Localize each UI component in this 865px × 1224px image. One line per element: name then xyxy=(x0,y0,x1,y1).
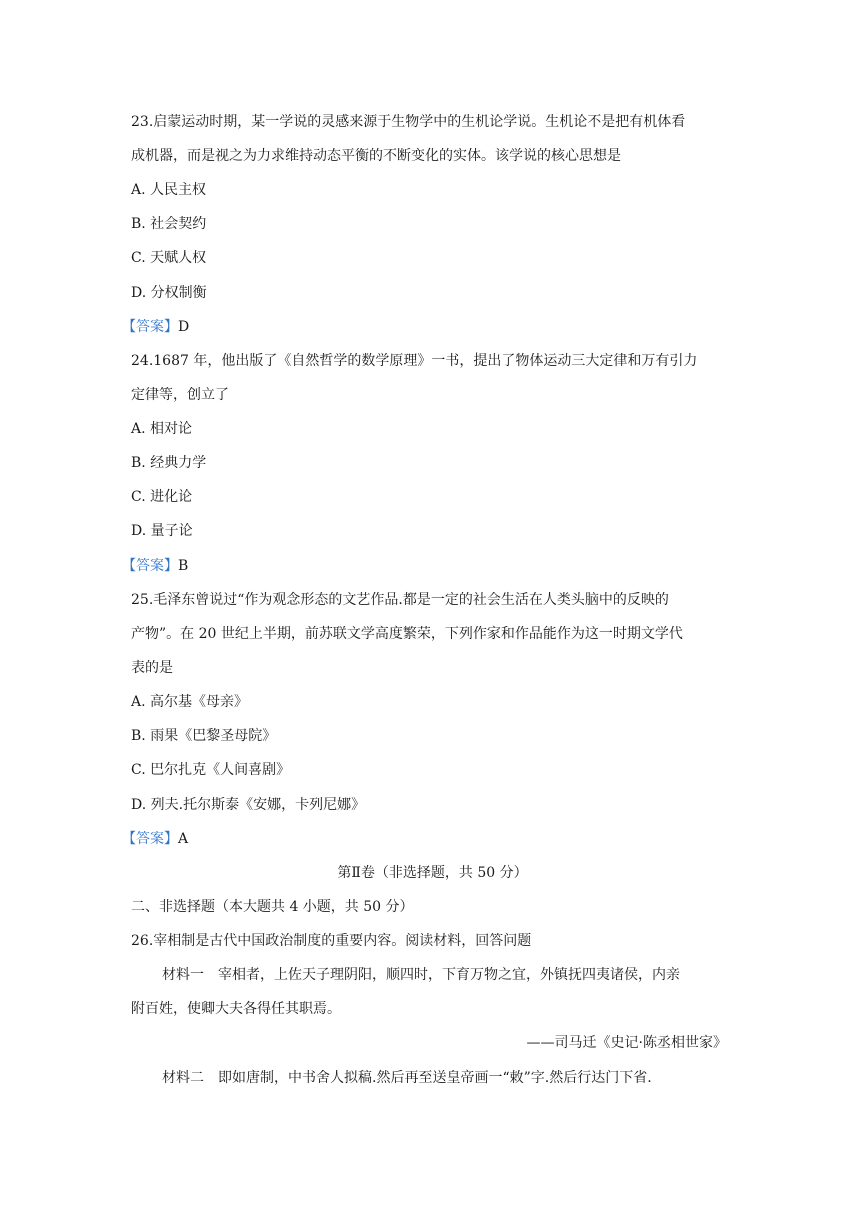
section-title: 第Ⅱ卷（非选择题，共 50 分） xyxy=(337,865,528,881)
q24-option-b: B. 经典力学 xyxy=(131,455,207,471)
q24-stem-line1: 24.1687 年，他出版了《自然哲学的数学原理》一书，提出了物体运动三大定律和万有引力 xyxy=(131,353,698,369)
answer-value: A xyxy=(178,831,189,847)
q24-option-d: D. 量子论 xyxy=(131,523,193,539)
q23-option-c: C. 天赋人权 xyxy=(131,250,207,266)
q25-answer xyxy=(122,829,188,849)
answer-label: 【答案】 xyxy=(122,831,178,847)
answer-label: 【答案】 xyxy=(122,558,178,574)
q26-stem: 26.宰相制是古代中国政治制度的重要内容。阅读材料，回答问题 xyxy=(131,933,532,949)
q24-option-a: A. 相对论 xyxy=(131,421,193,437)
answer-value: D xyxy=(178,319,190,335)
q25-option-c: C. 巴尔扎克《人间喜剧》 xyxy=(131,762,291,778)
q23-stem-line2: 成机器，而是视之为力求维持动态平衡的不断变化的实体。该学说的核心思想是 xyxy=(131,148,621,164)
q23-option-b: B. 社会契约 xyxy=(131,216,207,232)
q26-material1-line2: 附百姓，使卿大夫各得任其职焉。 xyxy=(131,1001,341,1017)
answer-value: B xyxy=(178,558,189,574)
q23-option-a: A. 人民主权 xyxy=(131,182,207,198)
q26-material1-source: ——司马迁《史记·陈丞相世家》 xyxy=(526,1035,727,1051)
part-heading: 二、非选择题（本大题共 4 小题，共 50 分） xyxy=(131,899,414,915)
q25-option-a: A. 高尔基《母亲》 xyxy=(131,694,249,710)
q26-material1-line1: 材料一 宰相者，上佐天子理阴阳，顺四时，下育万物之宜，外镇抚四夷诸侯，内亲 xyxy=(162,967,680,983)
answer-label: 【答案】 xyxy=(122,319,178,335)
q24-answer xyxy=(122,556,188,576)
q23-option-d: D. 分权制衡 xyxy=(131,285,207,301)
q24-option-c: C. 进化论 xyxy=(131,489,193,505)
q25-stem-line2: 产物”。在 20 世纪上半期，前苏联文学高度繁荣，下列作家和作品能作为这一时期文学代 xyxy=(131,626,683,642)
q25-stem-line1: 25.毛泽东曾说过“作为观念形态的文艺作品.都是一定的社会生活在人类头脑中的反映的 xyxy=(131,592,669,608)
q25-option-d: D. 列夫.托尔斯泰《安娜，卡列尼娜》 xyxy=(131,797,366,813)
q25-stem-line3: 表的是 xyxy=(131,660,173,676)
q23-stem-line1: 23.启蒙运动时期，某一学说的灵感来源于生物学中的生机论学说。生机论不是把有机体看 xyxy=(131,114,686,130)
q26-material2-line1: 材料二 即如唐制，中书舍人拟稿.然后再至送皇帝画一“敕”字.然后行达门下省. xyxy=(162,1070,652,1086)
q24-stem-line2: 定律等，创立了 xyxy=(131,387,229,403)
q25-option-b: B. 雨果《巴黎圣母院》 xyxy=(131,728,277,744)
q23-answer xyxy=(122,317,189,337)
